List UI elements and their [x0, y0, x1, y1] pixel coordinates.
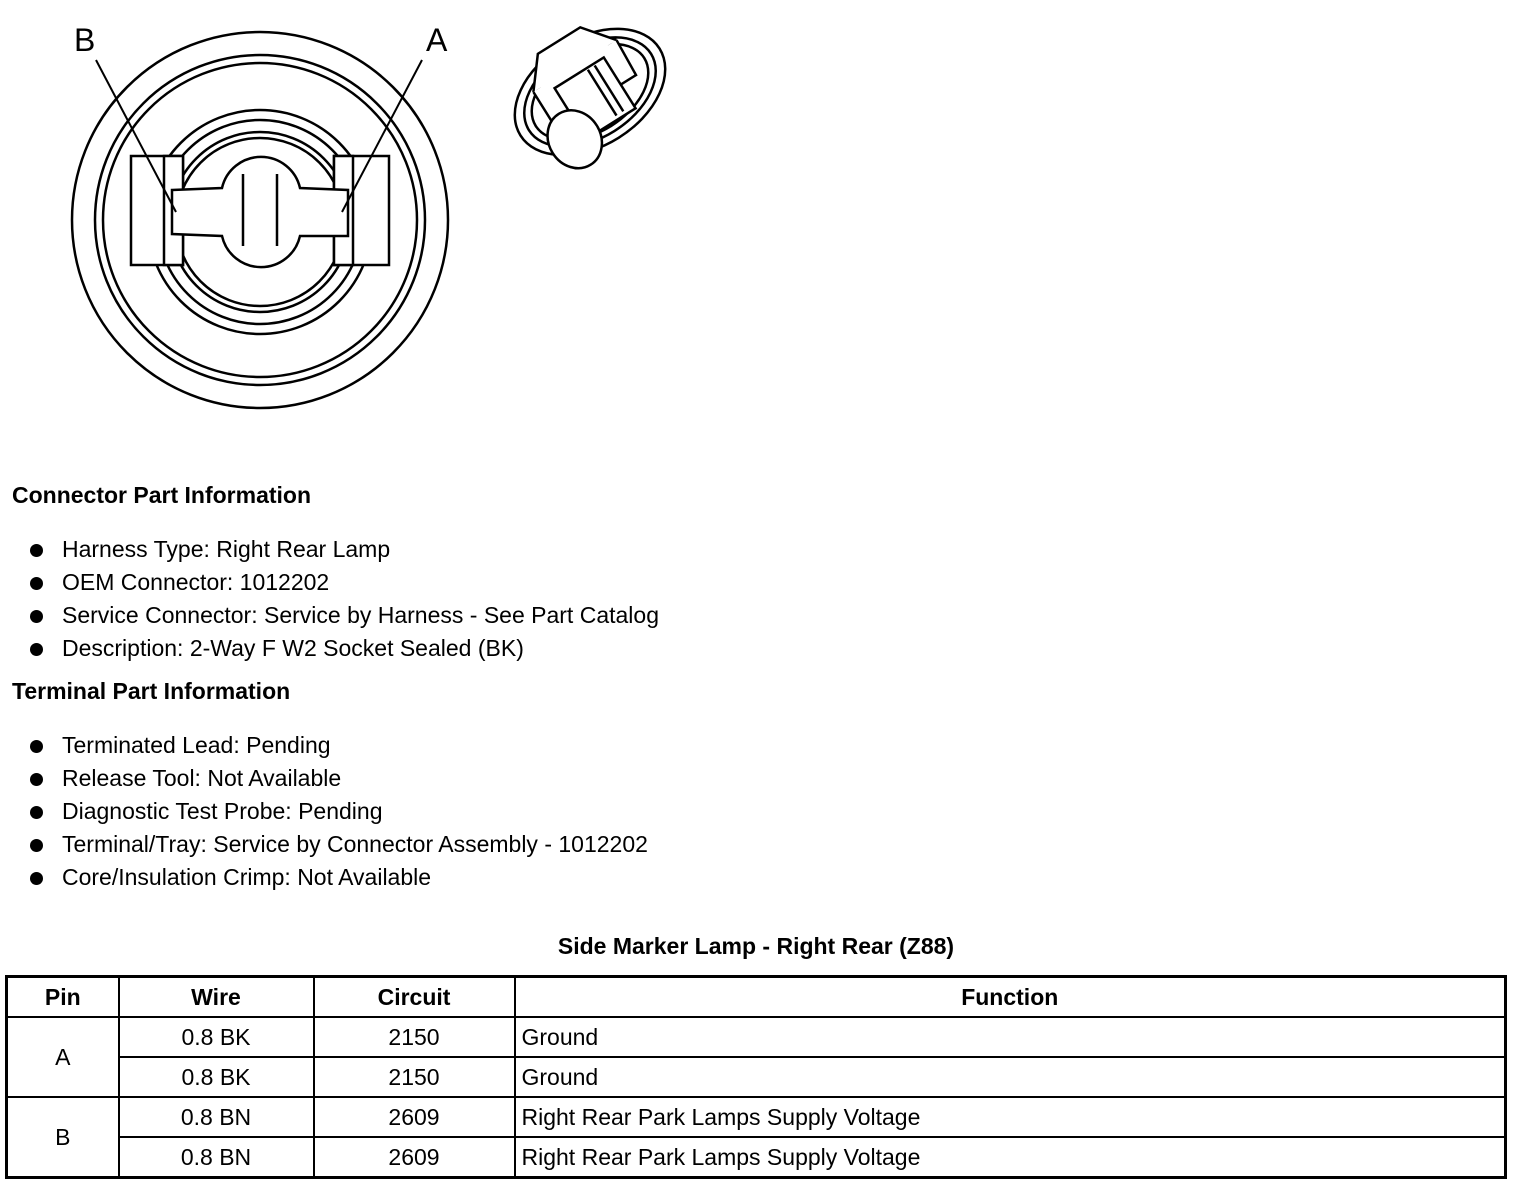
cell-circuit: 2609 [314, 1137, 515, 1178]
terminal-info-heading: Terminal Part Information [12, 678, 291, 704]
pin-label-b: B [74, 22, 96, 58]
cell-wire: 0.8 BN [119, 1137, 314, 1178]
connector-info-heading: Connector Part Information [12, 482, 312, 508]
cell-wire: 0.8 BK [119, 1017, 314, 1057]
connector-diagram [0, 0, 720, 420]
list-item: Description: 2-Way F W2 Socket Sealed (BK) [30, 632, 659, 665]
header-circuit: Circuit [314, 977, 515, 1018]
connector-info-list [30, 533, 659, 665]
cell-pin: A [7, 1017, 119, 1097]
table-row [7, 1097, 1506, 1137]
cell-wire: 0.8 BK [119, 1057, 314, 1097]
table-title: Side Marker Lamp - Right Rear (Z88) [557, 933, 955, 959]
list-item: Core/Insulation Crimp: Not Available [30, 861, 648, 894]
table-row [7, 1017, 1506, 1057]
cell-wire: 0.8 BN [119, 1097, 314, 1137]
list-item: Harness Type: Right Rear Lamp [30, 533, 659, 566]
table-header-row [7, 977, 1506, 1018]
header-function: Function [515, 977, 1506, 1018]
cell-function: Right Rear Park Lamps Supply Voltage [515, 1137, 1506, 1178]
header-pin: Pin [7, 977, 119, 1018]
terminal-info-list [30, 729, 648, 894]
cell-function: Right Rear Park Lamps Supply Voltage [515, 1097, 1506, 1137]
pin-label-a: A [426, 22, 448, 58]
list-item: Diagnostic Test Probe: Pending [30, 795, 648, 828]
cell-circuit: 2150 [314, 1057, 515, 1097]
connector-face-view [72, 32, 448, 408]
cell-function: Ground [515, 1057, 1506, 1097]
list-item: Terminal/Tray: Service by Connector Assembly - 1012202 [30, 828, 648, 861]
cell-function: Ground [515, 1017, 1506, 1057]
list-item: OEM Connector: 1012202 [30, 566, 659, 599]
cell-circuit: 2609 [314, 1097, 515, 1137]
list-item: Release Tool: Not Available [30, 762, 648, 795]
cell-circuit: 2150 [314, 1017, 515, 1057]
header-wire: Wire [119, 977, 314, 1018]
list-item: Terminated Lead: Pending [30, 729, 648, 762]
table-row [7, 1137, 1506, 1178]
bulb-socket-view [489, 0, 693, 188]
cell-pin: B [7, 1097, 119, 1178]
table-row [7, 1057, 1506, 1097]
list-item: Service Connector: Service by Harness - See Part Catalog [30, 599, 659, 632]
pinout-table [5, 975, 1507, 1179]
